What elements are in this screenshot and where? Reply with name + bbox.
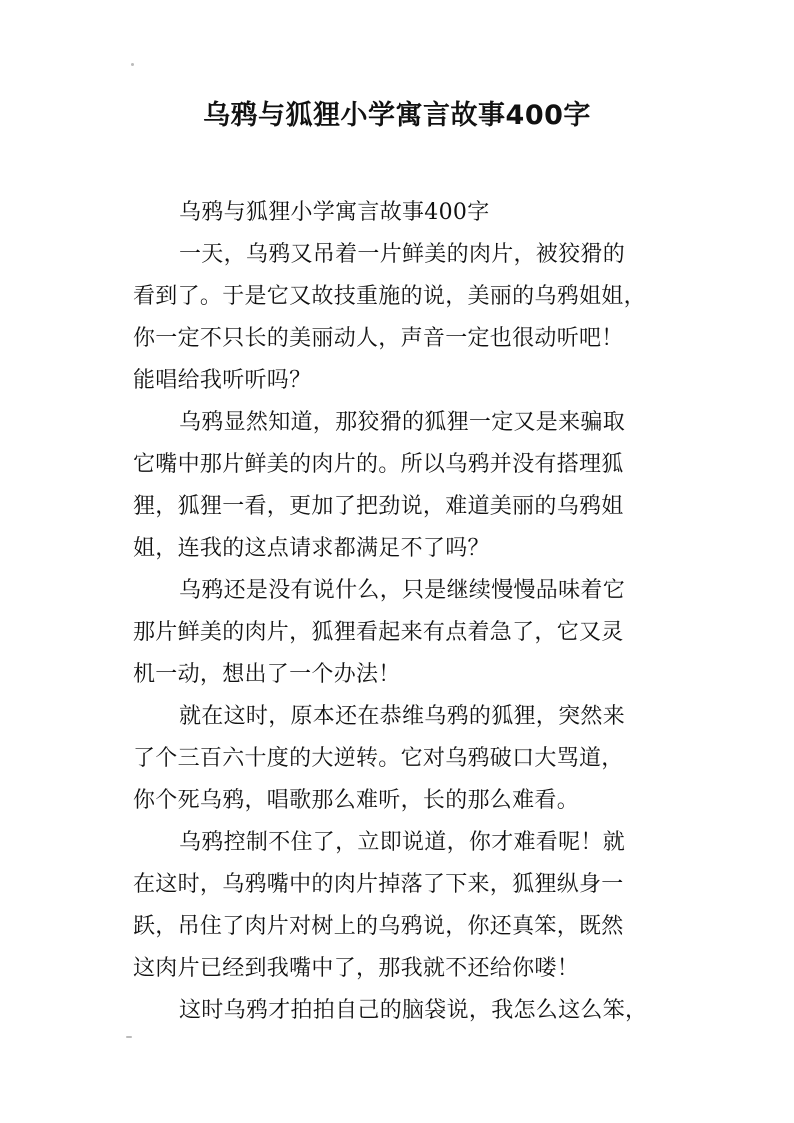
paragraph-line: 这时乌鸦才拍拍自己的脑袋说，我怎么这么笨， <box>179 998 648 1023</box>
paragraph-line: 一天，乌鸦又吊着一片鲜美的肉片，被狡猾的 <box>179 242 626 267</box>
document-title: 乌鸦与狐狸小学寓言故事400字 <box>203 100 591 131</box>
paragraph-line: 那片鲜美的肉片，狐狸看起来有点着急了，它又灵 <box>133 620 624 645</box>
paragraph-line: 跃，吊住了肉片对树上的乌鸦说，你还真笨，既然 <box>133 914 624 939</box>
paragraph-line: 看到了。于是它又故技重施的说，美丽的乌鸦姐姐， <box>133 284 646 309</box>
paragraph-line: 你一定不只长的美丽动人，声音一定也很动听吧！ <box>133 326 624 351</box>
paragraph-line: 了个三百六十度的大逆转。它对乌鸦破口大骂道， <box>133 746 624 771</box>
scan-mark <box>131 63 134 66</box>
paragraph-line: 乌鸦控制不住了，立即说道，你才难看呢！就 <box>179 830 626 855</box>
paragraph-line: 它嘴中那片鲜美的肉片的。所以乌鸦并没有搭理狐 <box>133 452 624 477</box>
paragraph-line: 在这时，乌鸦嘴中的肉片掉落了下来，狐狸纵身一 <box>133 872 624 897</box>
paragraph-line: 能唱给我听听吗？ <box>133 368 312 393</box>
paragraph-line: 你个死乌鸦，唱歌那么难听，长的那么难看。 <box>133 788 580 813</box>
paragraph-line: 乌鸦与狐狸小学寓言故事400字 <box>179 200 490 225</box>
paragraph-line: 姐，连我的这点请求都满足不了吗？ <box>133 536 490 561</box>
paragraph-line: 乌鸦显然知道，那狡猾的狐狸一定又是来骗取 <box>179 410 626 435</box>
paragraph-line: 狸，狐狸一看，更加了把劲说，难道美丽的乌鸦姐 <box>133 494 624 519</box>
paragraph-line: 机一动，想出了一个办法！ <box>133 662 401 687</box>
paragraph-line: 乌鸦还是没有说什么，只是继续慢慢品味着它 <box>179 578 626 603</box>
document-body <box>133 192 669 1032</box>
scan-mark <box>126 1036 132 1038</box>
paragraph-line: 这肉片已经到我嘴中了，那我就不还给你喽！ <box>133 956 580 981</box>
paragraph-line: 就在这时，原本还在恭维乌鸦的狐狸，突然来 <box>179 704 626 729</box>
